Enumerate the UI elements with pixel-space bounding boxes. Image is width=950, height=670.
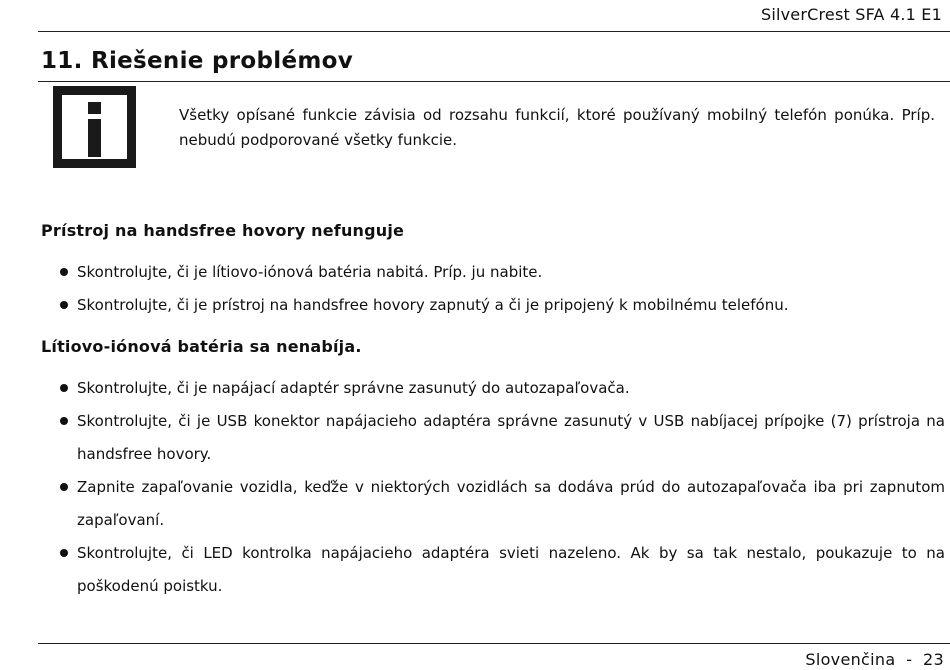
problem-list-device-not-working — [60, 256, 945, 322]
bullet-icon — [60, 549, 68, 557]
list-item-text: Skontrolujte, či je prístroj na handsfree hovory zapnutý a či je pripojený k mobilnému telefónu. — [77, 296, 789, 314]
list-item-text: Skontrolujte, či je USB konektor napájacieho adaptéra správne zasunutý v USB nabíjacej prípojke (7) prístroja na handsfree hovory. — [77, 412, 945, 463]
bullet-icon — [60, 417, 68, 425]
section-title-rule — [38, 81, 950, 82]
list-item — [60, 256, 945, 289]
list-item-text: Zapnite zapaľovanie vozidla, keďže v niektorých vozidlách sa dodáva prúd do autozapaľovača iba pri zapnutom zapaľovaní. — [77, 478, 945, 529]
footer-rule — [38, 643, 950, 644]
problem-heading-battery-not-charging: Lítiovo-iónová batéria sa nenabíja. — [41, 337, 362, 356]
problem-heading-device-not-working: Prístroj na handsfree hovory nefunguje — [41, 221, 405, 240]
list-item — [60, 289, 945, 322]
header-rule — [38, 31, 950, 32]
info-note-text: Všetky opísané funkcie závisia od rozsahu funkcií, ktoré používaný mobilný telefón ponúka. Príp. nebudú podporované všetky funkcie. — [179, 106, 935, 149]
problem-list-battery-not-charging — [60, 372, 945, 603]
list-item — [60, 405, 945, 471]
list-item-text: Skontrolujte, či je napájací adaptér správne zasunutý do autozapaľovača. — [77, 379, 630, 397]
bullet-icon — [60, 301, 68, 309]
header-product-name: SilverCrest SFA 4.1 E1 — [760, 5, 942, 24]
list-item — [60, 372, 945, 405]
list-item-text: Skontrolujte, či LED kontrolka napájacieho adaptéra svieti nazeleno. Ak by sa tak nestalo, poukazuje to na poškodenú poistku. — [77, 544, 945, 595]
list-item-text: Skontrolujte, či je lítiovo-iónová batéria nabitá. Príp. ju nabite. — [77, 263, 543, 281]
bullet-icon — [60, 384, 68, 392]
list-item — [60, 471, 945, 537]
section-title: 11. Riešenie problémov — [41, 48, 354, 74]
info-icon — [53, 86, 136, 168]
footer-page-label: Slovenčina - 23 — [805, 650, 944, 669]
bullet-icon — [60, 483, 68, 491]
bullet-icon — [60, 268, 68, 276]
list-item — [60, 537, 945, 603]
